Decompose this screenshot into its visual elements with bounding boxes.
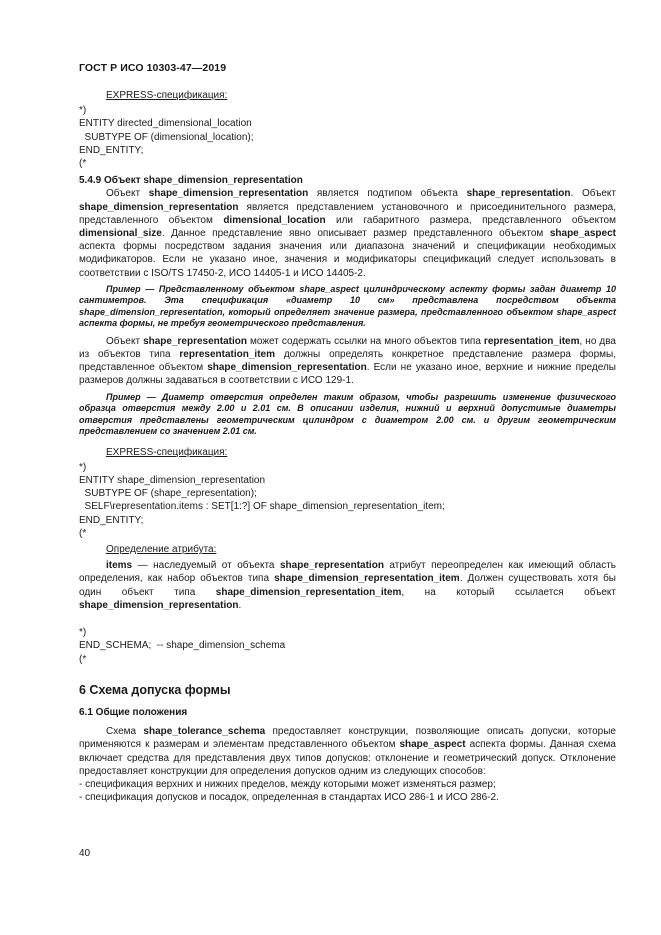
code-line: SELF\representation.items : SET[1:?] OF shape_dimension_representation_item; [79,501,445,513]
paragraph: Схема shape_tolerance_schema предоставляет конструкции, позволяющие описать допуски, которые применяются к размерам и элементам представленного объектом shape_aspect аспекта формы. Данная схема включает средства для представления двух типов допусков: отклонение и геометрический допуск. Отклонение предоставляет конструкции для определения допусков одним из следующих способов: [79,726,616,777]
code-line: (* [79,653,87,665]
express-code-block-3 [79,626,616,666]
code-line: SUBTYPE OF (dimensional_location); [79,131,254,143]
express-spec-label: EXPRESS-спецификация: [106,90,228,101]
code-line: ENTITY directed_dimensional_location [79,118,252,130]
list-item: - спецификация допусков и посадок, определенная в стандартах ИСО 286-1 и ИСО 286-2. [79,792,499,804]
code-line: *) [79,627,87,639]
section-heading: 6 Схема допуска формы [79,682,231,697]
paragraph: Объект shape_dimension_representation является подтипом объекта shape_representation. Объект shape_dimension_representation является представлением установочного и присоединительного размера, представленного объектом dimensional_location или габаритного размера, представленного объектом dimensional_size. Данное представление явно описывает размер представленного объектом shape_aspect аспекта формы посредством задания значения или диапазона значений и спецификации необходимых модификаторов. Если не указано иное, значения и модификаторы спецификаций следует использовать в соответствии с ISO/TS 17450-2, ИСО 14405-1 и ИСО 14405-2. [79,188,616,279]
section-heading: 5.4.9 Объект shape_dimension_representation [79,175,303,187]
express-code-block-2 [79,461,616,540]
code-line: (* [79,158,87,170]
code-line: *) [79,461,87,473]
attribute-definition-label: Определение атрибута: [106,544,217,556]
code-line: ENTITY shape_dimension_representation [79,475,266,487]
express-spec-label: EXPRESS-спецификация: [106,446,228,458]
example-note: Пример — Представленному объектом shape_aspect цилиндрическому аспекту формы задан диаметр 10 сантиметров. Эта спецификация «диаметр 10 см» представлена посредством объекта shape_dimension_representation, который определяет значение размера, представленного объектом shape_aspect аспекта формы, не требуя геометрического представления. [79,283,616,329]
example-note: Пример — Диаметр отверстия определен таким образом, чтобы разрешить изменение физического образца отверстия между 2.00 и 2.01 см. В описании изделия, нижний и верхний допустимые диаметры отверстия представлены геометрическим цилиндром с диаметром 2.00 см. и другим геометрическим представлением со значением 2.01 см. [79,391,616,437]
document-body [79,89,616,804]
code-line: END_ENTITY; [79,144,144,156]
paragraph: items — наследуемый от объекта shape_representation атрибут переопределен как имеющий область определения, как набор объектов типа shape_dimension_representation_item. Должен существовать хотя бы один объект типа shape_dimension_representation_item, на который ссылается объект shape_dimension_representation. [79,560,617,611]
code-line: *) [79,105,87,117]
paragraph: Объект shape_representation может содержать ссылки на много объектов типа representation_item, но два из объектов типа representation_item должны определять конкретное представление размера формы, представленное объектом shape_dimension_representation. Если не указано иное, верхние и нижние пределы размеров должны задаваться в соответствии с ИСО 129-1. [79,335,616,387]
subsection-heading: 6.1 Общие положения [79,706,188,718]
code-line: (* [79,527,87,539]
express-code-block-1 [79,104,616,170]
code-line: SUBTYPE OF (shape_representation); [79,488,257,500]
list-item: - спецификация верхних и нижних пределов, между которыми может изменяться размер; [79,778,496,790]
document-header: ГОСТ Р ИСО 10303-47—2019 [79,62,227,74]
code-line: END_SCHEMA; -- shape_dimension_schema [79,640,286,652]
code-line: END_ENTITY; [79,514,144,526]
page-number: 40 [79,848,91,859]
